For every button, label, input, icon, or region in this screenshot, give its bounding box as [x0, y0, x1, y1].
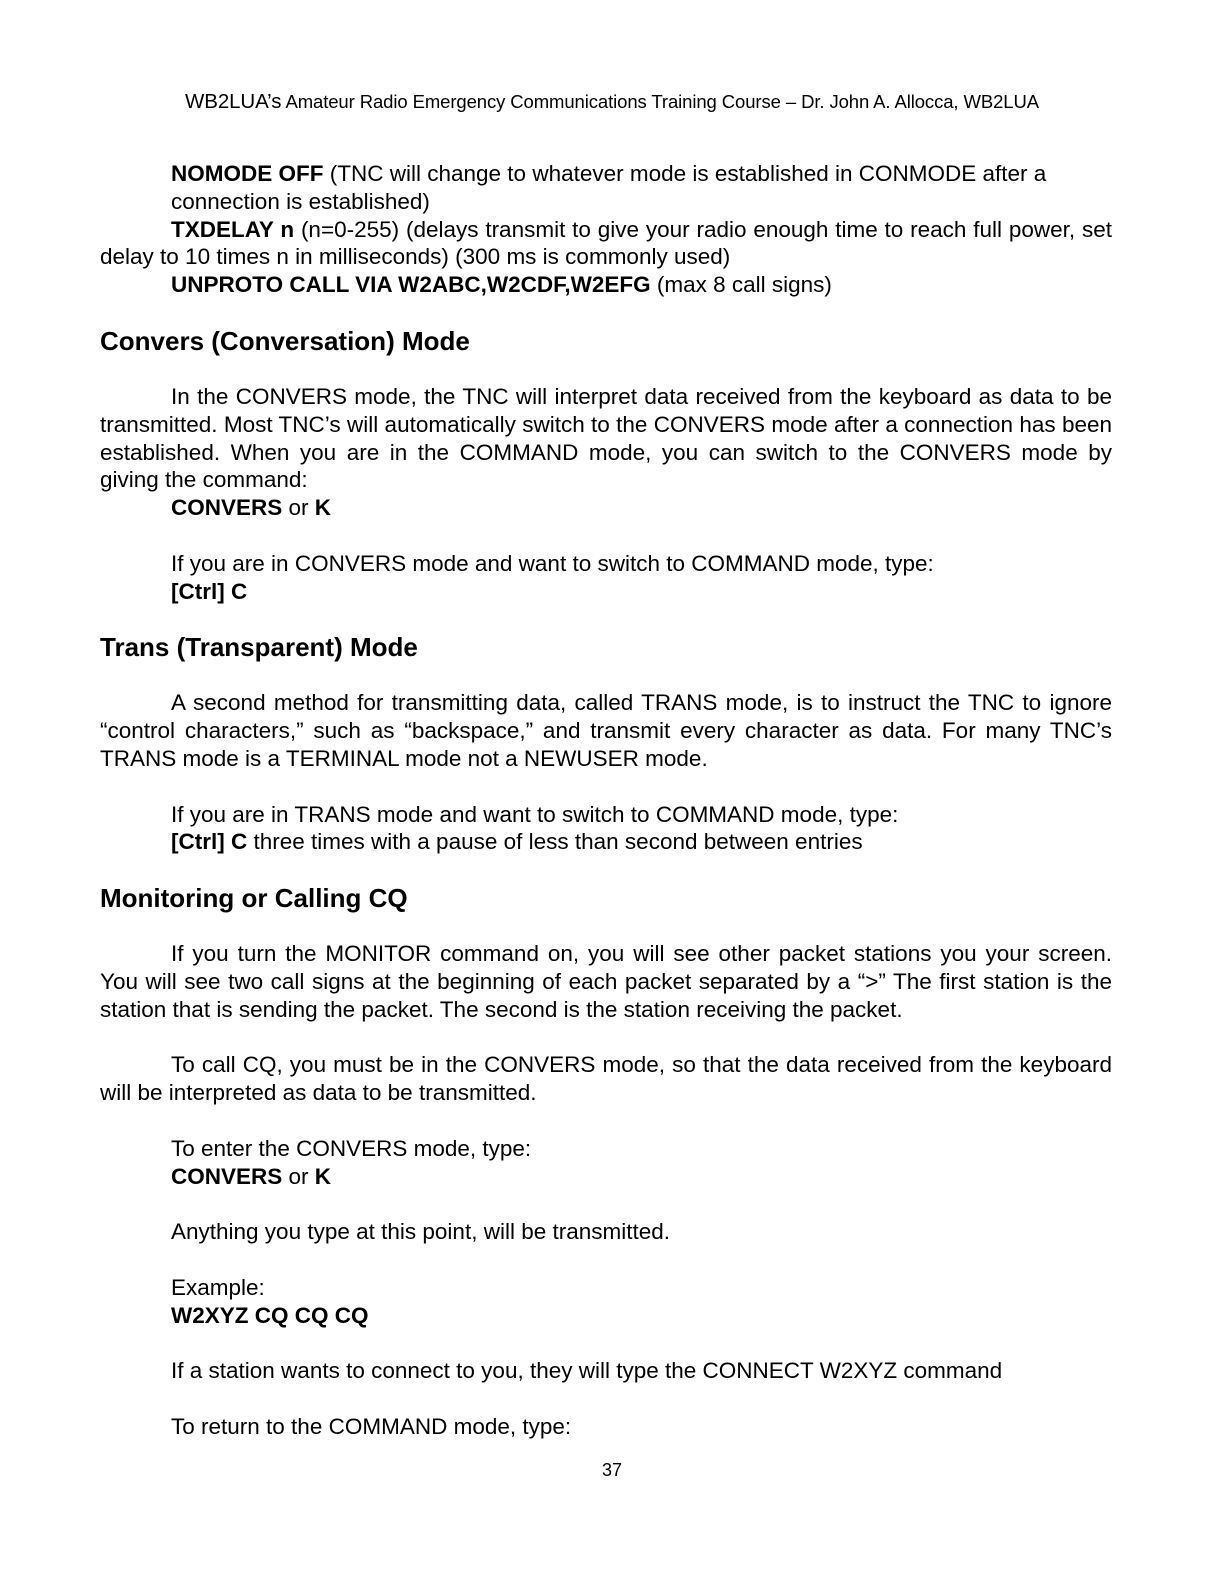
monitoring-para2: To call CQ, you must be in the CONVERS mode, so that the data received from the keyboard will be interpreted as data to be transmitted. [100, 1052, 1112, 1106]
example-label: Example: [171, 1274, 265, 1300]
convers-cmd-or: or [282, 495, 315, 521]
txdelay-desc: (n=0-255) (delays transmit to give your radio enough time to reach full power, set delay to 10 times n in milliseconds) (300 ms is commonly used) [100, 216, 1112, 270]
convers-ctrl [100, 578, 1112, 606]
monitoring-anything: Anything you type at this point, will be transmitted. [171, 1219, 671, 1245]
trans-ctrl-cmd: [Ctrl] C [171, 829, 248, 855]
convers-para1: In the CONVERS mode, the TNC will interpret data received from the keyboard as data to be transmitted. Most TNC’s will automatically switch to the CONVERS mode after a connection has been established. When you are in the COMMAND mode, you can switch to the CONVERS mode by giving the command: [100, 383, 1112, 493]
nomode-cmd: NOMODE OFF [171, 161, 324, 186]
convers-cmd [100, 494, 1112, 522]
monitoring-para1: If you turn the MONITOR command on, you will see other packet stations you your screen. You will see two call signs at the beginning of each packet separated by a “>” The first station is the station that is sending the packet. The second is the station receiving the packet. [100, 941, 1112, 1022]
unproto-desc: (max 8 call signs) [650, 272, 832, 298]
trans-para1: A second method for transmitting data, called TRANS mode, is to instruct the TNC to ignore “control characters,” such as “backspace,” and transmit every character as data. For many TNC’s TRANS mode is a TERMINAL mode not a NEWUSER mode. [100, 690, 1112, 771]
heading-monitoring: Monitoring or Calling CQ [100, 883, 408, 914]
convers-cmd-b: K [314, 495, 332, 521]
txdelay-line [100, 216, 1112, 272]
txdelay-cmd: TXDELAY n [171, 216, 295, 242]
monitoring-return: To return to the COMMAND mode, type: [171, 1413, 572, 1439]
page-header [0, 90, 1224, 114]
trans-ctrl [100, 828, 1112, 856]
monitoring-cmd-or: or [282, 1163, 315, 1189]
header-title: Amateur Radio Emergency Communications Training Course – Dr. John A. Allocca, WB2LUA [285, 91, 1039, 112]
unproto-line [100, 271, 1112, 299]
nomode-desc: (TNC will change to whatever mode is established in CONMODE after a [323, 161, 1047, 186]
header-callsign: WB2LUA’s [185, 90, 282, 113]
example-cmd [100, 1302, 1112, 1330]
heading-convers: Convers (Conversation) Mode [100, 325, 470, 356]
monitoring-enter: To enter the CONVERS mode, type: [171, 1135, 532, 1161]
convers-ctrl-cmd: [Ctrl] C [171, 578, 248, 604]
monitoring-cmd-b: K [314, 1163, 332, 1189]
convers-cmd-a: CONVERS [171, 495, 283, 521]
nomode-line [100, 160, 1112, 188]
monitoring-cmd-a: CONVERS [171, 1163, 283, 1189]
unproto-cmd: UNPROTO CALL VIA W2ABC,W2CDF,W2EFG [171, 272, 651, 298]
nomode-line2: connection is established) [171, 188, 430, 214]
page-number: 37 [601, 1460, 623, 1480]
convers-para2: If you are in CONVERS mode and want to switch to COMMAND mode, type: [171, 550, 934, 576]
monitoring-connect: If a station wants to connect to you, they will type the CONNECT W2XYZ command [171, 1358, 1003, 1384]
heading-trans: Trans (Transparent) Mode [100, 632, 418, 663]
trans-ctrl-desc: three times with a pause of less than second between entries [247, 829, 863, 855]
trans-para2: If you are in TRANS mode and want to switch to COMMAND mode, type: [171, 801, 899, 827]
page-content [100, 160, 1112, 1440]
monitoring-cmd [100, 1163, 1112, 1191]
example-cmd-text: W2XYZ CQ CQ CQ [171, 1302, 369, 1328]
